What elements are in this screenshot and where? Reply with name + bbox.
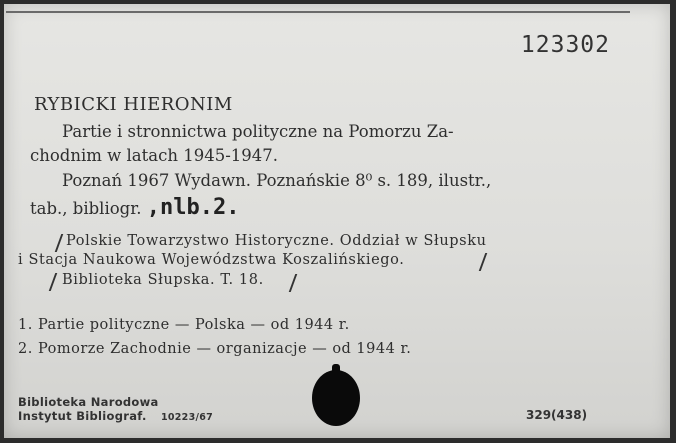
title-line-2: chodnim w latach 1945-1947. — [30, 146, 279, 165]
institute-name: Instytut Bibliograf. — [18, 409, 147, 423]
series-note-line-1: Polskie Towarzystwo Historyczne. Oddział w Słupsku — [66, 233, 487, 249]
subject-heading-1: 1. Partie polityczne — Polska — od 1944 r. — [18, 317, 350, 333]
imprint-line-2-text: tab., bibliogr. — [30, 199, 142, 218]
author-heading: RYBICKI HIERONIM — [34, 94, 233, 115]
imprint-line-1: Poznań 1967 Wydawn. Poznańskie 8⁰ s. 189, ilustr., — [62, 171, 492, 190]
title-line-1: Partie i stronnictwa polityczne na Pomorzu Za- — [62, 122, 454, 141]
institute-line — [18, 409, 213, 423]
classification-code: 329(438) — [526, 408, 588, 422]
series-note-line-2: i Stacja Naukowa Wojewódzstwa Koszalińskiego. — [18, 252, 405, 268]
slash-mark — [289, 274, 298, 292]
top-rule — [6, 11, 630, 13]
slash-mark — [55, 234, 64, 252]
subject-heading-2: 2. Pomorze Zachodnie — organizacje — od 1944 r. — [18, 341, 412, 357]
punch-hole — [312, 370, 360, 426]
series-note-line-3: Biblioteka Słupska. T. 18. — [62, 272, 264, 288]
library-number: 10223/67 — [160, 412, 214, 423]
catalog-card — [4, 4, 670, 438]
slash-mark — [479, 253, 488, 271]
library-name: Biblioteka Narodowa — [18, 395, 159, 409]
imprint-line-2 — [30, 195, 240, 220]
call-number: ,nlb.2. — [146, 195, 240, 220]
slash-mark — [49, 273, 58, 291]
accession-number: 123302 — [520, 32, 610, 58]
